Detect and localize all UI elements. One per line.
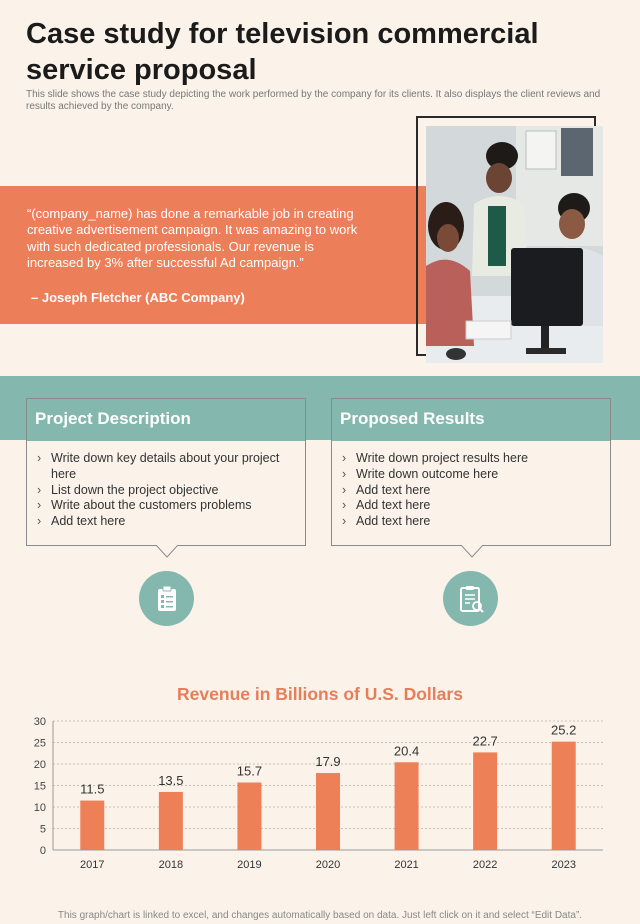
data-label: 13.5 [158,772,184,788]
x-tick-label: 2017 [80,859,105,871]
y-tick-label: 5 [39,823,46,836]
page-subtitle: This slide shows the case study depicting the work performed by the company for its clients. It also displays the client reviews and results achieved by the company. [26,89,601,112]
revenue-bar-chart [0,705,640,875]
x-tick-label: 2018 [158,859,184,871]
testimonial-author: – Joseph Fletcher (ABC Company) [31,290,245,305]
data-label: 20.4 [393,743,420,759]
card-pointer [156,545,178,558]
chart-title: Revenue in Billions of U.S. Dollars [177,684,463,704]
x-tick-label: 2020 [315,859,341,871]
bar [473,752,497,850]
list-item: › Write down project results here [342,451,600,467]
footer-note: This graph/chart is linked to excel, and changes automatically based on data. Just left click on it and select “Edit Data”. [57,910,583,921]
x-tick-label: 2023 [551,859,576,871]
project-description-title: Project Description [27,399,305,441]
team-photo [426,126,603,363]
y-tick-label: 0 [39,845,46,857]
list-item: › Write about the customers problems [37,498,295,514]
list-item: › Add text here [37,514,295,530]
page-title: Case study for television commercial service proposal [26,18,539,86]
y-tick-label: 25 [33,737,46,750]
project-description-list [27,441,305,530]
bar [159,792,183,850]
bar [80,801,104,850]
y-tick-label: 10 [33,802,46,814]
clipboard-icon-badge [139,571,194,626]
data-label: 25.2 [551,722,577,738]
data-label: 22.7 [472,733,498,749]
report-icon-badge [443,571,498,626]
report-icon [458,585,484,613]
bar [316,773,340,850]
testimonial-quote: “(company_name) has done a remarkable job in creating creative advertisement campaign. It was amazing to work with such dedicated professionals. Our revenue is increased by 3% after successful Ad campaign.” [27,206,358,271]
x-tick-label: 2022 [472,859,498,871]
x-tick-label: 2019 [237,859,262,871]
card-pointer [461,545,483,558]
list-item: › Add text here [342,498,600,514]
list-item: › Add text here [342,483,600,499]
y-tick-label: 15 [33,780,46,793]
list-item: › Write down outcome here [342,467,600,483]
list-item: › Write down key details about your project here [37,451,295,483]
project-description-card [26,398,306,546]
proposed-results-title: Proposed Results [332,399,610,441]
list-item: › List down the project objective [37,483,295,499]
proposed-results-list [332,441,610,530]
list-item: › Add text here [342,514,600,530]
x-tick-label: 2021 [394,859,419,871]
clipboard-icon [154,585,180,613]
bar [237,782,261,850]
y-tick-label: 30 [33,716,46,728]
y-tick-label: 20 [33,759,46,771]
data-label: 15.7 [236,763,263,779]
data-label: 11.5 [80,781,105,797]
bar [552,742,576,850]
data-label: 17.9 [315,754,341,770]
bar [395,762,419,850]
proposed-results-card [331,398,611,546]
